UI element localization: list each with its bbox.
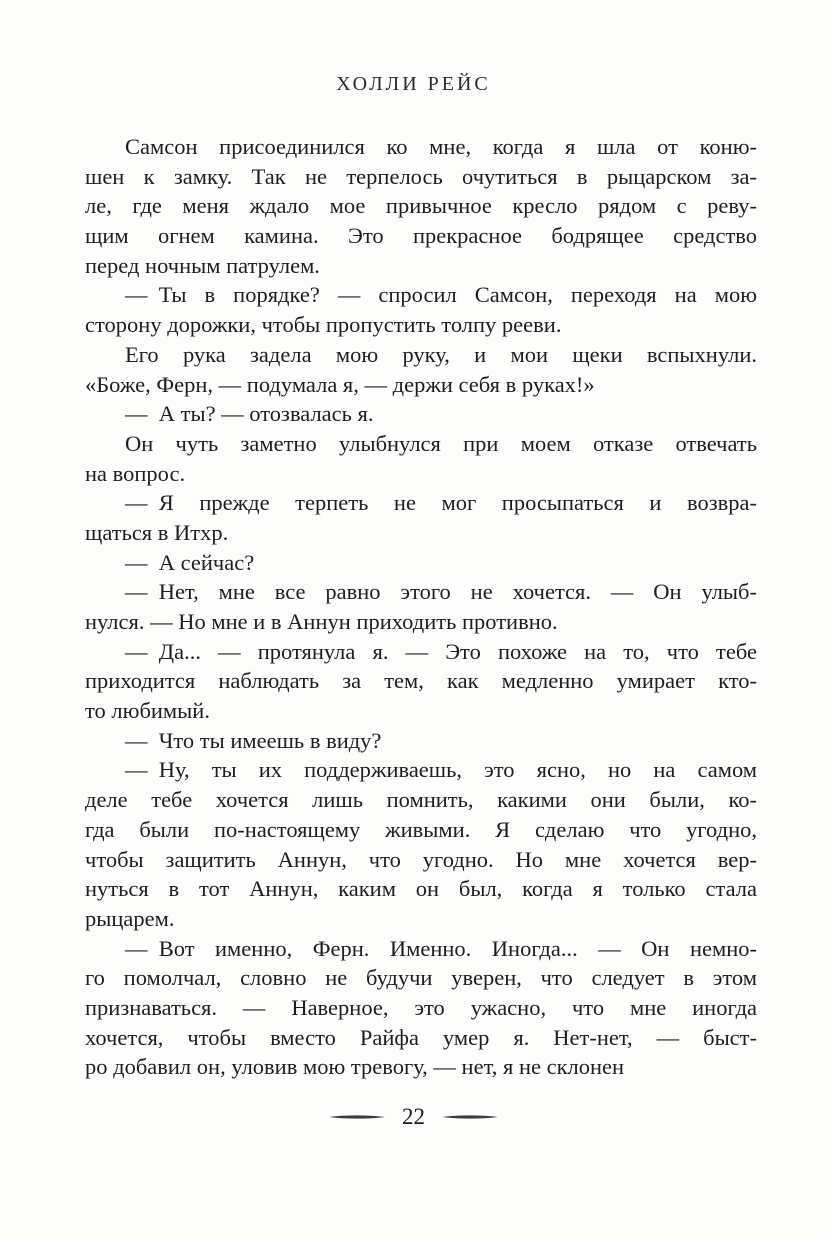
text-line: — Ну, ты их поддерживаешь, это ясно, но на самом — [125, 757, 757, 783]
page-number-ornament-right — [441, 1113, 499, 1121]
text-line: — Вот именно, Ферн. Именно. Иногда... — Он немно- — [125, 935, 757, 961]
text-line: сторону дорожки, чтобы пропустить толпу рееви. — [85, 312, 562, 338]
text-line: Самсон присоединился ко мне, когда я шла от коню- — [125, 134, 757, 159]
text-line: гда были по-настоящему живыми. Я сделаю что угодно, — [85, 816, 757, 842]
paragraph — [85, 548, 757, 578]
paragraph — [85, 132, 757, 280]
text-line: нуться в тот Аннун, каким он был, когда я только стала — [85, 876, 757, 902]
paragraph — [85, 755, 757, 933]
paragraph — [85, 637, 757, 726]
paragraph — [85, 577, 757, 636]
text-line: шен к замку. Так не терпелось очутиться в рыцарском за- — [85, 163, 757, 189]
text-line: рыцарем. — [85, 905, 175, 931]
text-line: щаться в Итхр. — [85, 519, 229, 545]
text-line: нулся. — Но мне и в Аннун приходить противно. — [85, 609, 558, 634]
text-line: признаваться. — Наверное, это ужасно, что мне иногда — [85, 994, 757, 1020]
text-line: приходится наблюдать за тем, как медленно умирает кто- — [85, 668, 757, 694]
text-line: го помолчал, словно не будучи уверен, что следует в этом — [85, 965, 757, 991]
text-line: — Нет, мне все равно этого не хочется. — Он улыб- — [125, 579, 757, 605]
text-line: ро добавил он, уловив мою тревогу, — нет, я не склонен — [85, 1054, 625, 1080]
text-line: — А сейчас? — [125, 549, 255, 575]
page-footer — [0, 1102, 827, 1132]
text-line: Его рука задела мою руку, и мои щеки вспыхнули. — [125, 341, 757, 367]
text-line: на вопрос. — [85, 460, 186, 486]
text-line: перед ночным патрулем. — [85, 252, 320, 278]
paragraph — [85, 399, 757, 429]
paragraph — [85, 934, 757, 1082]
text-line: то любимый. — [85, 698, 210, 724]
text-line: — Что ты имеешь в виду? — [125, 727, 382, 753]
text-line: деле тебе хочется лишь помнить, какими они были, ко- — [85, 787, 757, 813]
paragraph — [85, 429, 757, 488]
text-line: — Да... — протянула я. — Это похоже на то, что тебе — [125, 638, 757, 664]
text-line: Он чуть заметно улыбнулся при моем отказе отвечать — [125, 430, 757, 456]
text-line: — Я прежде терпеть не мог просыпаться и возвра- — [125, 490, 757, 516]
text-line: «Боже, Ферн, — подумала я, — держи себя в руках!» — [85, 371, 595, 397]
page-body — [85, 132, 757, 1082]
paragraph — [85, 726, 757, 756]
text-line: — Ты в порядке? — спросил Самсон, переходя на мою — [125, 282, 757, 308]
page-number-ornament-left — [328, 1113, 386, 1121]
paragraph — [85, 280, 757, 339]
text-line: — А ты? — отозвалась я. — [125, 401, 374, 427]
running-header: ХОЛЛИ РЕЙС — [336, 73, 491, 95]
paragraph — [85, 340, 757, 399]
page-number: 22 — [402, 1104, 425, 1129]
text-line: щим огнем камина. Это прекрасное бодрящее средство — [85, 223, 757, 249]
paragraph — [85, 488, 757, 547]
text-line: ле, где меня ждало мое привычное кресло рядом с реву- — [85, 193, 757, 219]
text-line: чтобы защитить Аннун, что угодно. Но мне хочется вер- — [85, 846, 757, 872]
text-line: хочется, чтобы вместо Райфа умер я. Нет-нет, — быст- — [85, 1024, 757, 1050]
